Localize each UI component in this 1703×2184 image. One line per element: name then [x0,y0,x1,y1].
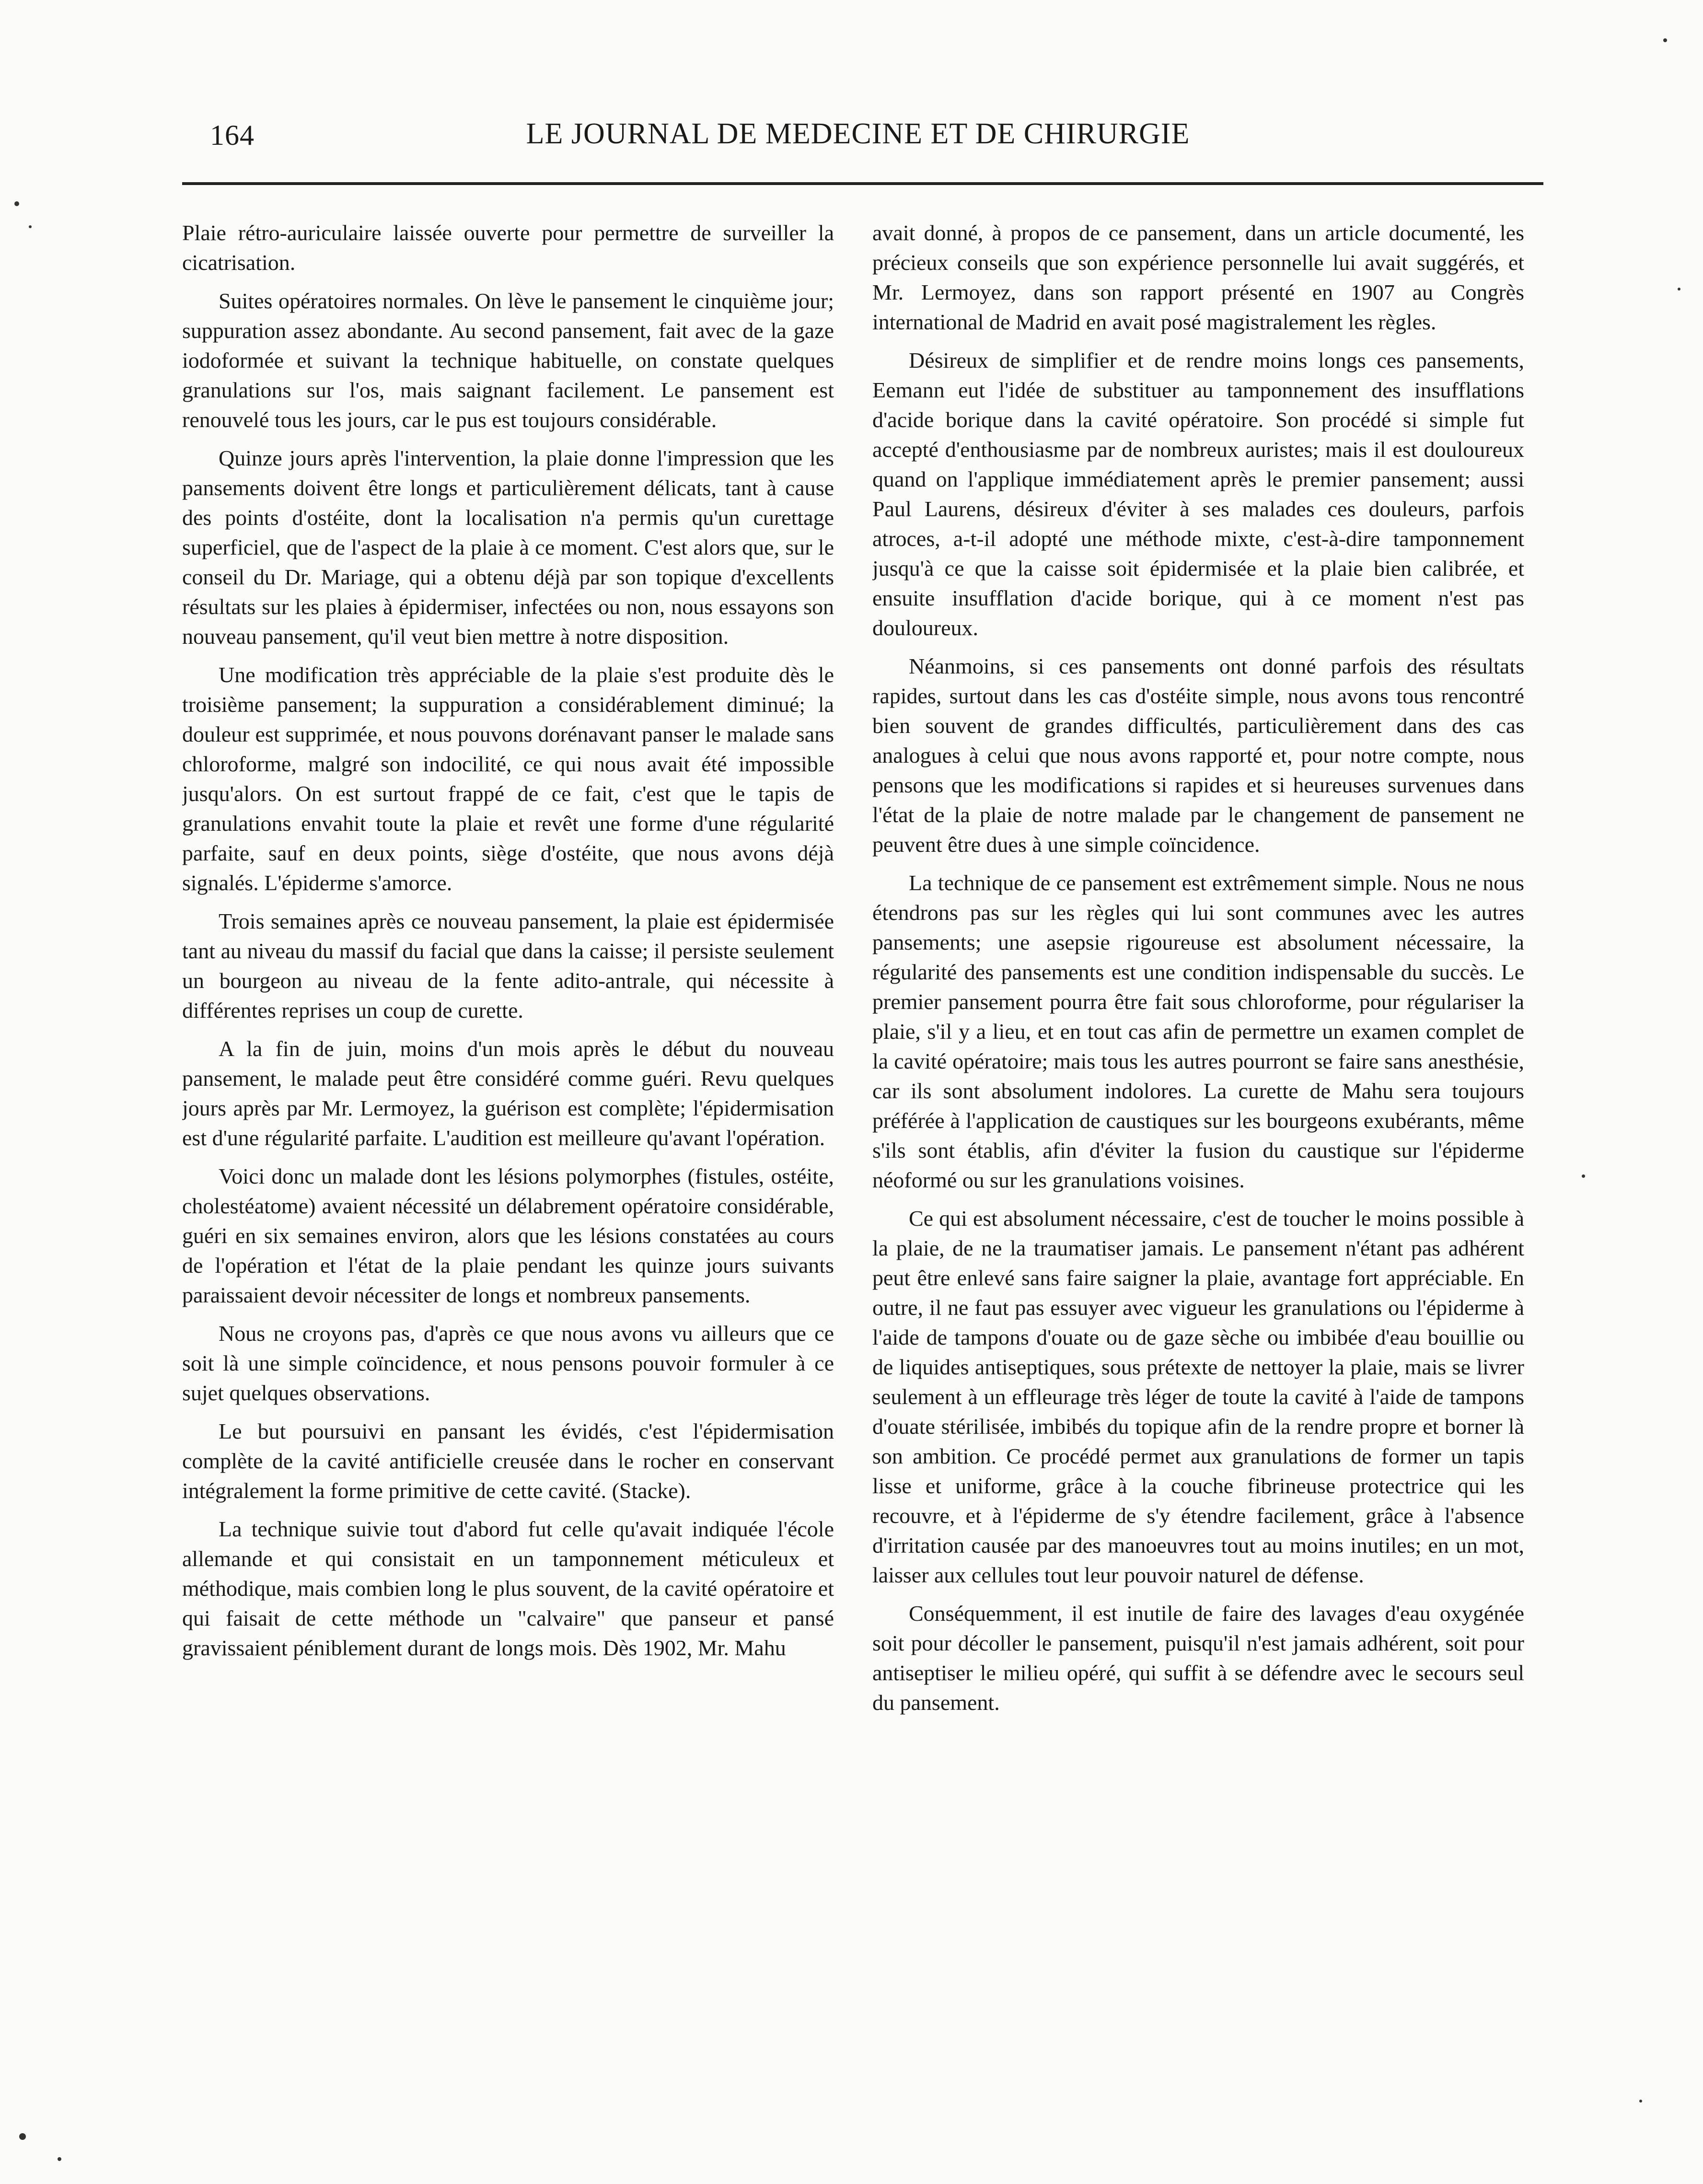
paragraph: Plaie rétro-auriculaire laissée ouverte pour permettre de surveiller la cicatrisation. [182,221,834,275]
scan-speck [29,225,32,228]
paragraph: Voici donc un malade dont les lésions polymorphes (fistules, ostéite, cholestéatome) avaient nécessité un délabrement opératoire considérable, guéri en six semaines environ, alors que les lésions constatées au cours de l'opération et l'état de la plaie pendant les quinze jours suivants paraissaient devoir nécessiter de longs et nombreux pansements. [182,1164,834,1307]
paragraph: La technique de ce pansement est extrêmement simple. Nous ne nous étendrons pas sur les règles qui lui sont communes avec les autres pansements; une asepsie rigoureuse est absolument nécessaire, la régularité des pansements est une condition indispensable du succès. Le premier pansement pourra être fait sous chloroforme, pour régulariser la plaie, s'il y a lieu, et en tout cas afin de permettre un examen complet de la cavité opératoire; mais tous les autres pourront se faire sans anesthésie, car ils sont absolument indolores. La curette de Mahu sera toujours préférée à l'application de caustiques sur les bourgeons exubérants, même s'ils sont établis, afin d'éviter la fusion du caustique sur l'épiderme néoformé ou sur les granulations voisines. [872,871,1524,1192]
journal-title: LE JOURNAL DE MEDECINE ET DE CHIRURGIE [526,117,1190,150]
scan-speck [1663,38,1667,42]
paragraph: Ce qui est absolument nécessaire, c'est de toucher le moins possible à la plaie, de ne la traumatiser jamais. Le pansement n'étant pas adhérent peut être enlevé sans faire saigner la plaie, avantage fort appréciable. En outre, il ne faut pas essuyer avec vigueur les granulations ou l'épiderme à l'aide de tampons d'ouate ou de gaze sèche ou imbibée d'eau bouillie ou de liquides antiseptiques, sous prétexte de nettoyer la plaie, mais se livrer seulement à un effleurage très léger de toute la cavité à l'aide de tampons d'ouate stérilisée, imbibés du topique afin de la rendre propre et borner là son ambition. Ce procédé permet aux granulations de former un tapis lisse et uniforme, grâce à la couche fibrineuse protectrice qui les recouvre, et à l'épiderme de s'y étendre facilement, grâce à l'absence d'irritation causée par des manoeuvres tout au moins inutiles; en un mot, laisser aux cellules tout leur pouvoir naturel de défense. [872,1206,1524,1587]
scan-speck [1582,1174,1585,1178]
scan-speck [1639,2100,1642,2103]
header-rule [182,182,1543,185]
paragraph: Le but poursuivi en pansant les évidés, c'est l'épidermisation complète de la cavité antificielle creusée dans le rocher en conservant intégralement la forme primitive de cette cavité. (Stacke). [182,1419,834,1503]
paragraph: Quinze jours après l'intervention, la plaie donne l'impression que les pansements doivent être longs et particulièrement délicats, tant à cause des points d'ostéite, dont la localisation n'a permis qu'un curettage superficiel, que de l'aspect de la plaie à ce moment. C'est alors que, sur le conseil du Dr. Mariage, qui a obtenu déjà par son topique d'excellents résultats sur les plaies à épidermiser, infectées ou non, nous essayons son nouveau pansement, qu'il veut bien mettre à notre disposition. [182,446,834,649]
paragraph: La technique suivie tout d'abord fut celle qu'avait indiquée l'école allemande et qui consistait en un tamponnement méticuleux et méthodique, mais combien long le plus souvent, de la cavité opératoire et qui faisait de cette méthode un "calvaire" que panseur et pansé gravissaient péniblement durant de longs mois. Dès 1902, Mr. Mahu [182,1517,834,1660]
paragraph: Une modification très appréciable de la plaie s'est produite dès le troisième pansement; la suppuration a considérablement diminué; la douleur est supprimée, et nous pouvons dorénavant panser le malade sans chloroforme, malgré son indocilité, ce qui nous avait été impossible jusqu'alors. On est surtout frappé de ce fait, c'est que le tapis de granulations envahit toute la plaie et revêt une forme d'une régularité parfaite, sauf en deux points, siège d'ostéite, que nous avons déjà signalés. L'épiderme s'amorce. [182,662,834,895]
page-number: 164 [210,119,255,151]
paragraph: avait donné, à propos de ce pansement, dans un article documenté, les précieux conseils que son expérience personnelle lui avait suggérés, et Mr. Lermoyez, dans son rapport présenté en 1907 au Congrès international de Madrid en avait posé magistralement les règles. [872,221,1524,334]
paragraph: Désireux de simplifier et de rendre moins longs ces pansements, Eemann eut l'idée de substituer au tamponnement des insufflations d'acide borique dans la cavité opératoire. Son procédé si simple fut accepté d'enthousiasme par de nombreux auristes; mais il est douloureux quand on l'applique immédiatement après le premier pansement; aussi Paul Laurens, désireux d'éviter à ses malades ces douleurs, parfois atroces, a-t-il adopté une méthode mixte, c'est-à-dire tamponnement jusqu'à ce que la caisse soit épidermisée et la plaie bien calibrée, et ensuite insufflation d'acide borique, qui à ce moment n'est pas douloureux. [872,348,1524,640]
paragraph: Trois semaines après ce nouveau pansement, la plaie est épidermisée tant au niveau du massif du facial que dans la caisse; il persiste seulement un bourgeon au niveau de la fente adito-antrale, qui nécessite à différentes reprises un coup de curette. [182,909,834,1022]
scan-speck [14,201,19,206]
left-column [182,218,834,1963]
scan-speck [19,2133,26,2140]
scan-speck [1678,288,1680,290]
scan-speck [58,2157,61,2161]
paragraph: Néanmoins, si ces pansements ont donné parfois des résultats rapides, surtout dans les cas d'ostéite simple, nous avons tous rencontré bien souvent de grandes difficultés, particulièrement dans des cas analogues à celui que nous avons rapporté et, pour notre compte, nous pensons que les modifications si rapides et si heureuses survenues dans l'état de la plaie de notre malade par le changement de pansement ne peuvent être dues à une simple coïncidence. [872,654,1524,857]
paragraph: Suites opératoires normales. On lève le pansement le cinquième jour; suppuration assez abondante. Au second pansement, fait avec de la gaze iodoformée et suivant la technique habituelle, on constate quelques granulations sur l'os, mais saignant facilement. Le pansement est renouvelé tous les jours, car le pus est toujours considérable. [182,289,834,432]
paragraph: Nous ne croyons pas, d'après ce que nous avons vu ailleurs que ce soit là une simple coïncidence, et nous pensons pouvoir formuler à ce sujet quelques observations. [182,1321,834,1405]
paragraph: Conséquemment, il est inutile de faire des lavages d'eau oxygénée soit pour décoller le pansement, puisqu'il n'est jamais adhérent, soit pour antiseptiser le milieu opéré, qui suffit à se défendre avec le secours seul du pansement. [872,1601,1524,1715]
paragraph: A la fin de juin, moins d'un mois après le début du nouveau pansement, le malade peut être considéré comme guéri. Revu quelques jours après par Mr. Lermoyez, la guérison est complète; l'épidermisation est d'une régularité parfaite. L'audition est meilleure qu'avant l'opération. [182,1036,834,1150]
right-column [872,218,1524,1963]
